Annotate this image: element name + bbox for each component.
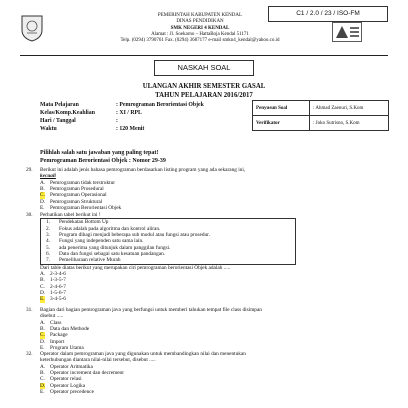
header-line-4: Alamat : Jl. Soekarno – HattaBoja Kendal 51171: [151, 31, 249, 37]
question-text: disebut .....: [40, 313, 64, 320]
header-line-1: PEMERINTAH KABUPATEN KENDAL: [157, 13, 243, 18]
option-b[interactable]: B. 1-3-5-7: [40, 277, 66, 284]
header-line-3: SMK NEGERI 4 KENDAL: [170, 25, 230, 31]
list-item: 4. Fungsi yang independen satu sama lain.: [46, 238, 144, 245]
list-item: 5. ada penerima yang ditunjuk dalam panggilan fungsi.: [46, 244, 171, 251]
info-row: Mata Pelajaran : Pemrograman Berorientasi Objek: [40, 102, 204, 108]
header-line-5: Telp. (0294) 3790761 Fax. (0294) 3687177 e-mail smkn4_kendal@yahoo.co.id: [120, 38, 280, 44]
list-item: 3. Program dibagi menjadi beberapa sub modul atau fungsi atau prosedur.: [46, 232, 210, 239]
instructions: [40, 150, 166, 165]
regency-crest-icon: [20, 14, 44, 42]
option-e[interactable]: E. 3-4-5-6: [40, 296, 66, 303]
option-d[interactable]: D. Import: [40, 338, 65, 345]
option-c[interactable]: C. Package: [40, 332, 68, 339]
instruction-line-2: Pemrograman Berorientasi Objek : Nomor 29-39: [40, 157, 166, 164]
question-text-after: Dari table diatas berikut yang merupakan ciri pemrograman berorientasi Objek adalah .....: [40, 264, 231, 271]
option-c[interactable]: C. Pemrograman Operasional: [40, 192, 107, 199]
header-divider: [20, 55, 388, 56]
option-b[interactable]: B. Operator increment dan decrement: [40, 370, 124, 377]
header-line-2: DINAS PENDIDIKAN: [176, 19, 224, 25]
question-text: Operator dalam pemrograman java yang digunakan untuk membandingkan nilai dan menentukan: [40, 351, 246, 357]
verifikator-value: : Joko Sutrisno, S.Kom: [310, 116, 389, 131]
school-letterhead: [70, 13, 330, 44]
option-e[interactable]: E. Operator precedence: [40, 389, 94, 396]
exam-title: [110, 83, 298, 100]
option-e[interactable]: E. Program Utama: [40, 345, 84, 352]
option-a[interactable]: A. Operator Aritmatika: [40, 363, 93, 370]
option-b[interactable]: B. Pemrograman Prosedural: [40, 186, 104, 193]
option-a[interactable]: A. Pemrograman tidak terstruktur: [40, 179, 116, 186]
question-31: 31. Bagian dari bagian pemrograman java yang berfungsi untuk memberi tahukan tempat file class disimpan disebut ..... A. Class B. Data dan Methode C. Package D. Import E. Program Utama: [40, 307, 390, 351]
question-32: 32. Operator dalam pemrograman java yang digunakan untuk membandingkan nilai dan menentukan keterhubungan diantara nilai-nilai tersebut, disebut ..... A. Operator Aritmatika B. Operator increment dan decrement C. Operator relasi D. Operator Logika E. Operator precedence: [40, 351, 390, 395]
exam-title-line-1: ULANGAN AKHIR SEMESTER GASAL: [142, 83, 266, 90]
penyusun-value: : Ahmad Zaenuri, S.Kom: [310, 101, 389, 116]
list-item: 2. Fokus adalah pada algoritma dan kontrol aliran.: [46, 225, 161, 232]
option-a[interactable]: A. Class: [40, 319, 62, 326]
question-text-emphasis: kecuali: [40, 173, 56, 180]
option-e[interactable]: E. Pemrograman Berorientasi Objek: [40, 205, 122, 212]
option-c[interactable]: C. Operator relasi: [40, 376, 82, 383]
info-row: Hari / Tanggal :: [40, 118, 118, 124]
characteristics-table: [40, 218, 296, 264]
list-item: 6. Data dan fungsi sebagai satu kesatuan pandangan.: [46, 251, 166, 258]
list-item: 7. Pemeliharaan relative Murah: [46, 257, 121, 264]
option-a[interactable]: A. 2-3-4-6: [40, 271, 66, 278]
info-row: Kelas/Komp.Keahlian : XI / RPL: [40, 110, 142, 116]
naskah-soal-box: NASKAH SOAL: [154, 60, 254, 76]
question-29: 29. Berikut ini adalah jenis bahasa pemrograman berdasarkan listing program yang ada sekarang ini, kecuali A. Pemrograman tidak terstruktur B. Pemrograman Prosedural C. Pemrograman Operasional D. Pemrograman Struktural E. Pemrograman Berorientasi Objek: [40, 167, 390, 211]
option-c[interactable]: C. 2-4-6-7: [40, 283, 66, 290]
question-text: Perhatikan tabel berikut ini !: [40, 212, 101, 218]
iso-certification-logo-icon: [332, 22, 362, 42]
exam-info: [40, 101, 204, 133]
instruction-line-1: Pilihlah salah satu jawaban yang paling tepat!: [40, 150, 159, 156]
option-d[interactable]: D. 1-5-6-7: [40, 290, 66, 297]
compiler-table: [252, 100, 389, 131]
option-d[interactable]: D. Operator Logika: [40, 382, 86, 389]
question-text: keterhubungan diantara nilai-nilai tersebut, disebut .....: [40, 357, 156, 364]
option-b[interactable]: B. Data dan Methode: [40, 326, 90, 333]
exam-title-line-2: TAHUN PELAJARAN 2016/2017: [155, 91, 253, 99]
list-item: 1. Pendekatan Bottom Up: [46, 219, 109, 226]
penyusun-label: Penyusun Soal: [253, 101, 310, 116]
option-d[interactable]: D. Pemrograman Struktural: [40, 198, 103, 205]
question-30: 30. Perhatikan tabel berikut ini ! 1. Pendekatan Bottom Up 2. Fokus adalah pada algoritma dan kontrol aliran. 3. Program dibagi menjadi beberapa sub modul atau fungsi atau prosedur. 4. Fungsi yang independen satu sama lain. 5. ada penerima yang ditunjuk dalam panggilan fungsi. 6. Data dan fungsi sebagai satu kesatuan pandangan. 7. Pemeliharaan relative Murah Dari table diatas berikut yang merupakan ciri pemrograman berorientasi Objek adalah ..... A. 2-3-4-6 B. 1-3-5-7 C. 2-4-6-7 D. 1-5-6-7 E. 3-4-5-6: [40, 212, 390, 303]
info-row: Waktu : 120 Menit: [40, 126, 145, 132]
question-text: Bagian dari bagian pemrograman java yang berfungsi untuk memberi tahukan tempat file class disimpan: [40, 307, 262, 313]
question-text: Berikut ini adalah jenis bahasa pemrograman berdasarkan listing program yang ada sekarang ini,: [40, 167, 246, 173]
document-code-box: C1 / 2.0 / 23 / ISO-FM: [268, 6, 388, 22]
verifikator-label: Verifikator: [253, 116, 310, 131]
